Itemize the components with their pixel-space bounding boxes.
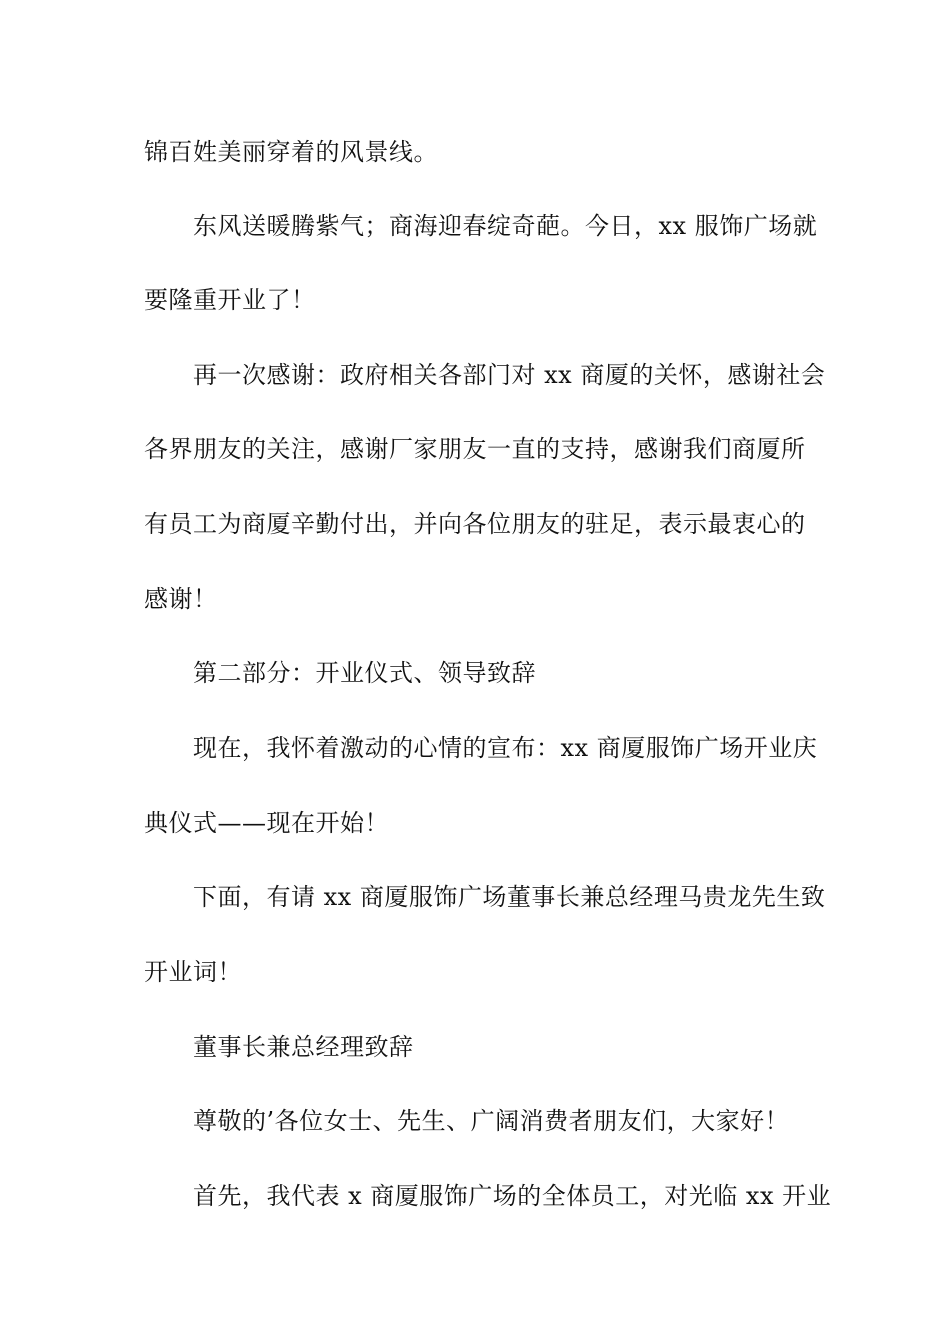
text-line: 锦百姓美丽穿着的风景线。 bbox=[144, 138, 438, 166]
section-heading: 第二部分：开业仪式、领导致辞 bbox=[193, 659, 536, 687]
paragraph-start-line: 下面，有请 xx 商厦服饰广场董事长兼总经理马贵龙先生致 bbox=[193, 883, 826, 911]
paragraph-start-line: 现在，我怀着激动的心情的宣布：xx 商厦服饰广场开业庆 bbox=[193, 734, 818, 762]
text-line: 各界朋友的关注，感谢厂家朋友一直的支持，感谢我们商厦所 bbox=[144, 435, 806, 463]
paragraph-start-line: 再一次感谢：政府相关各部门对 xx 商厦的关怀，感谢社会 bbox=[193, 361, 826, 389]
text-line: 典仪式——现在开始！ bbox=[144, 809, 389, 837]
paragraph-start-line: 东风送暖腾紫气；商海迎春绽奇葩。今日，xx 服饰广场就 bbox=[193, 212, 818, 240]
text-line: 要隆重开业了！ bbox=[144, 286, 316, 314]
text-line: 开业词！ bbox=[144, 958, 242, 986]
speech-heading: 董事长兼总经理致辞 bbox=[193, 1033, 414, 1061]
text-line: 有员工为商厦辛勤付出，并向各位朋友的驻足，表示最衷心的 bbox=[144, 510, 806, 538]
paragraph-start-line: 首先，我代表 x 商厦服饰广场的全体员工，对光临 xx 开业 bbox=[193, 1182, 832, 1210]
text-line: 感谢！ bbox=[144, 585, 218, 613]
paragraph-start-line: 尊敬的’各位女士、先生、广阔消费者朋友们，大家好！ bbox=[193, 1107, 790, 1135]
